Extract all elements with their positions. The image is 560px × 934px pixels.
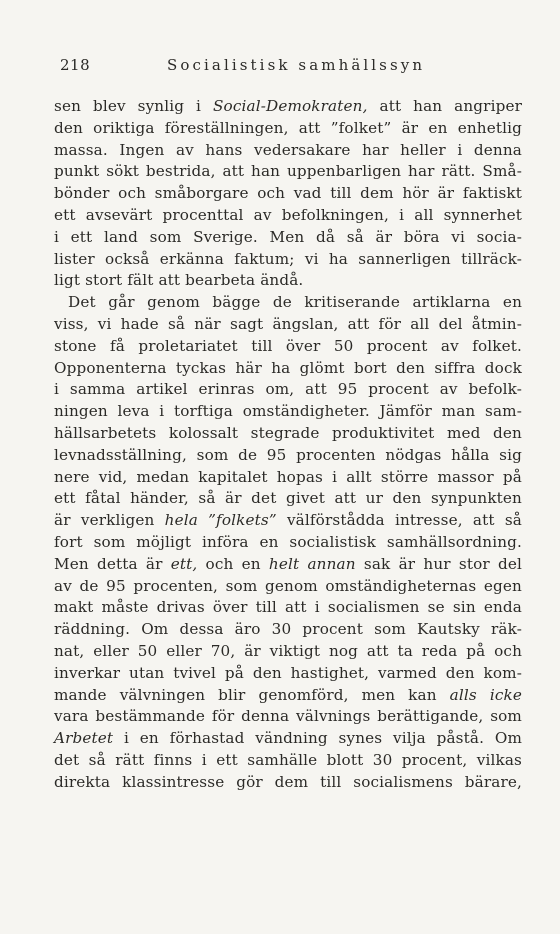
text-segment: den oriktiga föreställningen, att ”folket” är en enhetlig xyxy=(54,118,522,137)
text-segment: mande välvningen blir genomförd, men kan xyxy=(54,685,450,704)
text-segment: sen blev synlig i xyxy=(54,97,213,115)
text-line xyxy=(54,358,522,380)
text-segment: makt måste drivas över till att i socialismen se sin enda xyxy=(54,598,522,617)
text-line xyxy=(54,488,522,510)
text-line xyxy=(54,467,522,489)
text-line xyxy=(54,140,522,162)
text-line xyxy=(54,772,522,794)
text-line xyxy=(54,161,522,183)
text-segment: Men detta är xyxy=(54,554,171,573)
text-segment: bönder och småborgare och vad till dem hör är faktiskt xyxy=(54,184,522,203)
text-line xyxy=(54,576,522,598)
text-segment: massa. Ingen av hans vedersakare har heller i denna xyxy=(54,140,522,159)
text-segment: levnadsställning, som de 95 procenten nödgas hålla sig xyxy=(54,445,522,464)
text-segment: Det går genom bägge de kritiserande artiklarna en xyxy=(68,293,522,312)
text-segment: punkt sökt bestrida, att han uppenbarligen har rätt. Små- xyxy=(54,162,522,181)
text-segment: nere vid, medan kapitalet hopas i allt större massor på xyxy=(54,467,522,486)
text-segment: vara bestämmande för denna välvnings berättigande, som xyxy=(54,707,522,726)
page-header xyxy=(60,56,520,80)
italic-text-segment: Social-Demokraten, xyxy=(212,97,368,115)
body-text xyxy=(54,96,522,794)
text-line xyxy=(54,423,522,445)
text-segment: i en förhastad vändning synes vilja påstå. Om xyxy=(113,729,522,748)
text-line xyxy=(54,445,522,467)
text-segment: direkta klassintresse gör dem till socialismens bärare, xyxy=(54,772,522,791)
text-line xyxy=(54,510,522,532)
page-number: 218 xyxy=(60,56,91,74)
text-segment: ligt stort fält att bearbeta ändå. xyxy=(54,271,304,290)
text-segment: inverkar utan tvivel på den hastighet, varmed den kom- xyxy=(54,663,522,682)
text-line xyxy=(54,685,522,707)
text-segment: det så rätt finns i ett samhälle blott 30 procent, vilkas xyxy=(54,750,522,769)
text-segment: ett avsevärt procenttal av befolkningen, i all synnerhet xyxy=(54,205,522,224)
text-line xyxy=(54,619,522,641)
text-line xyxy=(54,292,522,314)
text-line xyxy=(54,750,522,772)
text-line xyxy=(54,249,522,271)
text-segment: av de 95 procenten, som genom omständigheternas egen xyxy=(54,576,522,595)
text-line xyxy=(54,183,522,205)
italic-text-segment: helt annan xyxy=(268,554,356,573)
italic-text-segment: Arbetet xyxy=(54,729,114,748)
text-segment: ningen leva i torftiga omständigheter. Jämför man sam- xyxy=(54,402,522,421)
text-line xyxy=(54,314,522,336)
text-segment: välförstådda intresse, att så xyxy=(276,511,522,530)
text-line xyxy=(54,379,522,401)
text-segment: stone få proletariatet till över 50 procent av folket. xyxy=(54,336,522,355)
text-segment: hällsarbetets kolossalt stegrade produktivitet med den xyxy=(54,423,522,442)
running-title: Socialistisk samhällssyn xyxy=(167,56,426,74)
text-segment: att han angriper xyxy=(367,97,522,115)
text-line xyxy=(54,118,522,140)
text-line xyxy=(54,641,522,663)
text-line xyxy=(54,227,522,249)
text-segment: är verkligen xyxy=(54,511,165,530)
italic-text-segment: hela ”folkets” xyxy=(164,511,277,530)
text-line xyxy=(54,663,522,685)
italic-text-segment: ett, xyxy=(170,554,198,573)
text-segment: viss, vi hade så när sagt ängslan, att för all del åtmin- xyxy=(54,314,522,333)
text-segment: ett fåtal händer, så är det givet att ur den synpunkten xyxy=(54,489,522,508)
text-segment: fort som möjligt införa en socialistisk samhällsordning. xyxy=(54,532,522,551)
italic-text-segment: alls icke xyxy=(449,685,522,704)
text-line xyxy=(54,336,522,358)
text-line xyxy=(54,96,522,118)
text-line xyxy=(54,597,522,619)
text-line xyxy=(54,706,522,728)
text-line xyxy=(54,554,522,576)
text-segment: sak är hur stor del xyxy=(355,554,523,573)
text-segment: nat, eller 50 eller 70, är viktigt nog att ta reda på och xyxy=(54,641,522,660)
text-segment: räddning. Om dessa äro 30 procent som Kautsky räk- xyxy=(54,620,522,639)
text-segment: lister också erkänna faktum; vi ha sannerligen tillräck- xyxy=(54,249,522,268)
text-line xyxy=(54,205,522,227)
text-line xyxy=(54,401,522,423)
text-line xyxy=(54,270,522,292)
text-segment: i ett land som Sverige. Men då så är böra vi socia- xyxy=(54,227,522,246)
text-line xyxy=(54,532,522,554)
text-segment: Opponenterna tyckas här ha glömt bort den siffra dock xyxy=(54,358,522,377)
text-segment: i samma artikel erinras om, att 95 procent av befolk- xyxy=(54,380,522,399)
text-line xyxy=(54,728,522,750)
text-segment: och en xyxy=(197,554,269,573)
